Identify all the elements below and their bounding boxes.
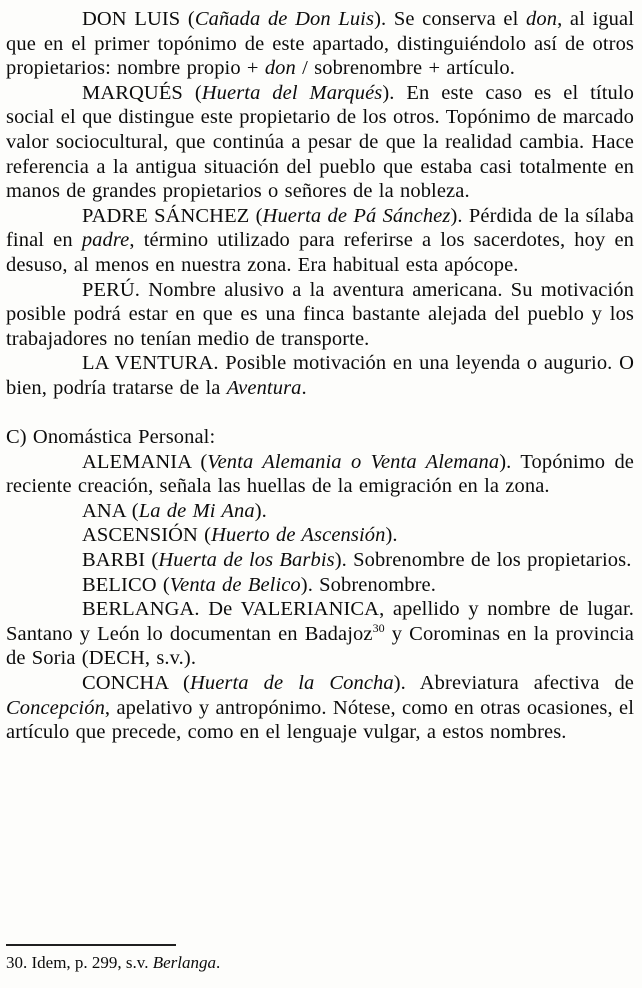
footnote-text: 30. Idem, p. 299, s.v. Berlanga. xyxy=(6,953,221,972)
footnote xyxy=(6,944,634,973)
paragraph-ana: ANA (La de Mi Ana). xyxy=(82,499,267,522)
paragraph-don-luis: DON LUIS (Cañada de Don Luis). Se conserva el don, al igual que en el primer topónimo de este apartado, distinguiéndolo así de otros propietarios: nombre propio + don / sobrenombre + artículo. xyxy=(6,8,634,80)
paragraph-peru: PERÚ. Nombre alusivo a la aventura americana. Su motivación posible podrá estar en que es una finca bastante alejada del pueblo y los trabajadores no tenían medio de transporte. xyxy=(6,278,634,350)
paragraph-ascension: ASCENSIÓN (Huerto de Ascensión). xyxy=(82,524,398,547)
paragraph-berlanga: BERLANGA. De VALERIANICA, apellido y nombre de lugar. Santano y León lo documentan en Badajoz$^{30}$ y Corominas en la provincia de Soria (DECH, s.v.). xyxy=(6,598,635,670)
page-body xyxy=(6,7,634,745)
paragraph-belico: BELICO (Venta de Belico). Sobrenombre. xyxy=(82,573,436,596)
paragraph-padre-sanchez: PADRE SÁNCHEZ (Huerta de Pá Sánchez). Pérdida de la sílaba final en padre, término utilizado para referirse a los sacerdotes, hoy en desuso, al menos en nuestra zona. Era habitual esta apócope. xyxy=(6,204,635,276)
paragraph-marques: MARQUÉS (Huerta del Marqués). En este caso es el título social el que distingue este propietario de los otros. Topónimo de marcado valor sociocultural, que continúa a pesar de que la realidad cambia. Hace referencia a la antigua situación del pueblo que estaba casi totalmente en manos de grandes propietarios o señores de la nobleza. xyxy=(6,81,634,203)
paragraph-concha: CONCHA (Huerta de la Concha). Abreviatura afectiva de Concepción, apelativo y antropónimo. Nótese, como en otras ocasiones, el artículo que precede, como en el lenguaje vulgar, a estos nombres. xyxy=(6,672,635,744)
paragraph-la-ventura: LA VENTURA. Posible motivación en una leyenda o augurio. O bien, podría tratarse de la Aventura. xyxy=(6,352,634,399)
section-heading-onomastica: C) Onomástica Personal: xyxy=(6,426,216,449)
paragraph-barbi: BARBI (Huerta de los Barbis). Sobrenombre de los propietarios. xyxy=(82,549,632,572)
paragraph-alemania: ALEMANIA (Venta Alemania o Venta Alemana). Topónimo de reciente creación, señala las huellas de la emigración en la zona. xyxy=(6,450,634,498)
footnote-rule xyxy=(6,944,176,946)
